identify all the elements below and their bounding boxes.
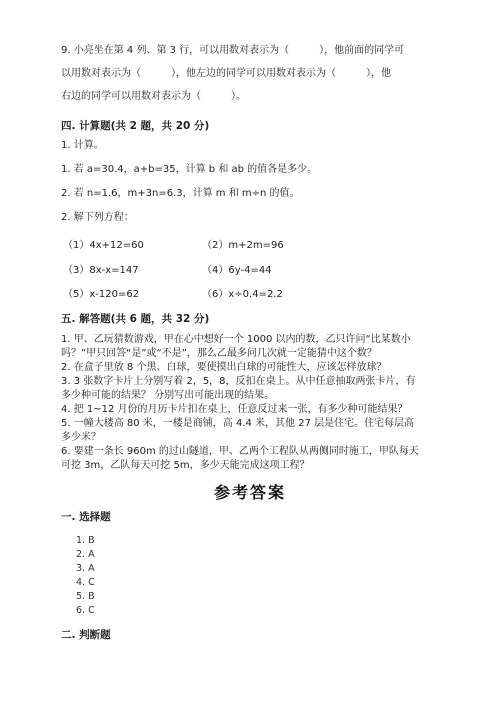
problem-line: 6. 要建一条长 960m 的过山隧道，甲、乙两个工程队从两侧同时施工，甲队每天 <box>61 446 419 457</box>
equation-5: （5）x-120=62 <box>63 289 140 300</box>
answer-item: 6. C <box>76 605 95 616</box>
equation-1: （1）4x+12=60 <box>63 240 144 251</box>
problem-line: 多少米？ <box>61 432 101 443</box>
calc-title: 1. 计算。 <box>61 140 104 151</box>
problem-line: 2. 在盒子里放 8 个黑、白球，要使摸出白球的可能性大，应该怎样放球？ <box>61 362 387 373</box>
equations-title: 2. 解下列方程： <box>61 212 134 223</box>
answer-item: 3. A <box>76 563 95 574</box>
equation-6: （6）x÷0.4=2.2 <box>202 289 283 300</box>
problem-line: 多少种可能的结果？ 分别写出可能出现的结果。 <box>61 390 275 401</box>
calc-item-1: 1. 若 a=30.4，a+b=35，计算 b 和 ab 的值各是多少。 <box>61 164 318 175</box>
problem-line: 吗？”甲只回答“是”或“不是”，那么乙最多问几次就一定能猜中这个数？ <box>61 348 377 359</box>
problem-line: 3. 3 张数字卡片上分别写着 2，5，8，反扣在桌上。从中任意抽取两张卡片，有 <box>61 376 416 387</box>
calc-item-2: 2. 若 n=1.6，m+3n=6.3，计算 m 和 m÷n 的值。 <box>61 188 300 199</box>
answer-item: 4. C <box>76 577 95 588</box>
problem-line: 可挖 3m，乙队每天可挖 5m，多少天能完成这项工程？ <box>61 460 310 471</box>
equation-4: （4）6y-4=44 <box>202 265 272 276</box>
answer-item: 2. A <box>76 549 95 560</box>
section4-heading: 四. 计算题(共 2 题，共 20 分) <box>61 120 210 132</box>
answers-section1-heading: 一. 选择题 <box>61 511 111 523</box>
problem-line: 1. 甲、乙玩猜数游戏，甲在心中想好一个 1000 以内的数，乙只许问“比某数小 <box>61 334 411 345</box>
q9-line-1: 9. 小亮坐在第 4 列、第 3 行，可以用数对表示为（ ），他前面的同学可 <box>61 45 405 56</box>
answers-title: 参考答案 <box>213 483 286 502</box>
answer-item: 1. B <box>76 535 95 546</box>
equation-3: （3）8x-x=147 <box>63 265 139 276</box>
problem-line: 4. 把 1~12 月份的月历卡片扣在桌上，任意反过来一张，有多少种可能结果？ <box>61 404 408 415</box>
answers-section2-heading: 二. 判断题 <box>61 629 111 641</box>
equation-2: （2）m+2m=96 <box>202 240 284 251</box>
section5-heading: 五. 解答题(共 6 题，共 32 分) <box>61 313 210 325</box>
answer-item: 5. B <box>76 591 95 602</box>
problem-line: 5. 一幢大楼高 80 米，一楼是商铺，高 4.4 米，其他 27 层是住宅。住宅每层高 <box>61 418 415 429</box>
q9-line-3: 右边的同学可以用数对表示为（ ）。 <box>61 91 246 102</box>
q9-line-2: 以用数对表示为（ ），他左边的同学可以用数对表示为（ ），他 <box>61 68 391 79</box>
